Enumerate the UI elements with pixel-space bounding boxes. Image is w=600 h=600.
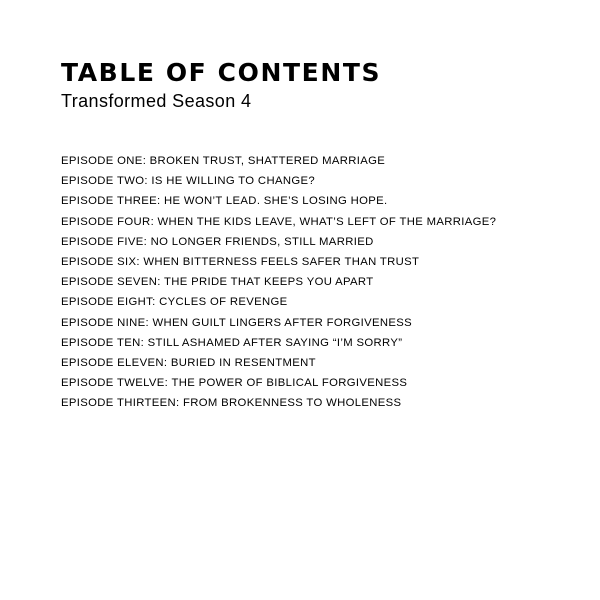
episode-item-5: EPISODE FIVE: NO LONGER FRIENDS, STILL MARRIED (61, 235, 374, 248)
episode-list (61, 151, 496, 413)
episode-item-6: EPISODE SIX: WHEN BITTERNESS FEELS SAFER THAN TRUST (61, 255, 420, 268)
episode-item-8: EPISODE EIGHT: CYCLES OF REVENGE (61, 296, 288, 309)
episode-item-9: EPISODE NINE: WHEN GUILT LINGERS AFTER FORGIVENESS (61, 316, 413, 329)
episode-item-1: EPISODE ONE: BROKEN TRUST, SHATTERED MARRIAGE (61, 155, 386, 167)
episode-item-3: EPISODE THREE: HE WON’T LEAD. SHE’S LOSING HOPE. (61, 195, 388, 208)
episode-item-2: EPISODE TWO: IS HE WILLING TO CHANGE? (61, 175, 316, 188)
episode-item-12: EPISODE TWELVE: THE POWER OF BIBLICAL FORGIVENESS (61, 377, 408, 390)
episode-item-4: EPISODE FOUR: WHEN THE KIDS LEAVE, WHAT’S LEFT OF THE MARRIAGE? (61, 215, 497, 228)
page-subtitle: Transformed Season 4 (61, 91, 252, 111)
page-title: TABLE OF CONTENTS (61, 58, 382, 87)
episode-item-7: EPISODE SEVEN: THE PRIDE THAT KEEPS YOU APART (61, 276, 374, 289)
episode-item-13: EPISODE THIRTEEN: FROM BROKENNESS TO WHOLENESS (61, 397, 402, 410)
episode-item-11: EPISODE ELEVEN: BURIED IN RESENTMENT (61, 356, 316, 369)
episode-item-10: EPISODE TEN: STILL ASHAMED AFTER SAYING “I’M SORRY” (61, 336, 403, 349)
